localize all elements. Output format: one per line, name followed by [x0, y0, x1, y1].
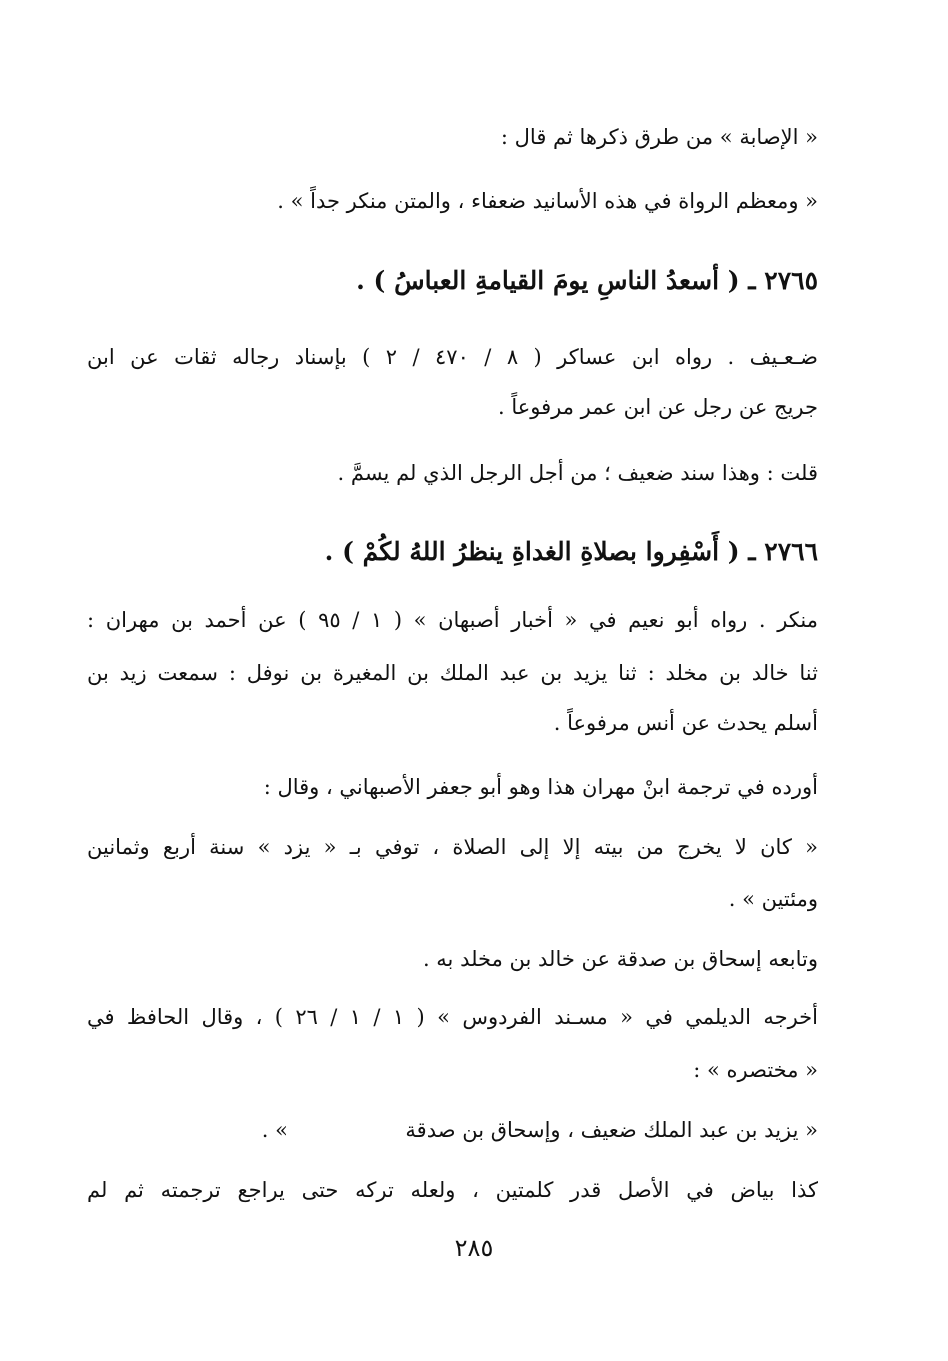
- quote-line: « ومعظم الرواة في هذه الأسانيد ضعفاء ، والمتن منكر جداً » .: [277, 189, 818, 213]
- text-line: أورده في ترجمة ابنْ مهران هذا وهو أبو جعفر الأصبهاني ، وقال :: [263, 775, 818, 799]
- text-line: جريج عن رجل عن ابن عمر مرفوعاً .: [497, 395, 818, 419]
- text-line: ثنا خالد بن مخلد : ثنا يزيد بن عبد الملك بن المغيرة بن نوفل : سمعت زيد بن: [87, 661, 818, 685]
- text-line: « مختصره » :: [693, 1058, 818, 1082]
- text-line: وتابعه إسحاق بن صدقة عن خالد بن مخلد به .: [422, 947, 818, 971]
- text-line: أخرجه الديلمي في « مسـند الفردوس » ( ١ / ١ / ٢٦ ) ، وقال الحافظ في: [87, 1005, 818, 1029]
- text-line: أسلم يحدث عن أنس مرفوعاً .: [553, 711, 818, 735]
- text-line: قلت : وهذا سند ضعيف ؛ من أجل الرجل الذي لم يسمَّ .: [337, 461, 818, 485]
- quote-close: » .: [261, 1118, 288, 1142]
- hadith-heading-2765: ٢٧٦٥ ـ ( أسعدُ الناسِ يومَ القيامةِ العباسُ ) .: [356, 266, 818, 295]
- hadith-heading-2766: ٢٧٦٦ ـ ( أَسْفِروا بصلاةِ الغداةِ ينظرُ اللهُ لكُمْ ) .: [324, 537, 818, 566]
- quote-line: « كان لا يخرج من بيته إلا إلى الصلاة ، توفي بـ « يزد » سنة أربع وثمانين: [87, 835, 818, 859]
- text-line: منكر . رواه أبو نعيم في « أخبار أصبهان » ( ١ / ٩٥ ) عن أحمد بن مهران :: [87, 608, 818, 632]
- text-line: كذا بياض في الأصل قدر كلمتين ، ولعله تركه حتى يراجع ترجمته ثم لم: [87, 1178, 818, 1202]
- quote-line: ومئتين » .: [728, 887, 818, 911]
- text-line: « الإصابة » من طرق ذكرها ثم قال :: [500, 125, 818, 149]
- quote-line: « يزيد بن عبد الملك ضعيف ، وإسحاق بن صدقة: [405, 1118, 818, 1142]
- text-line: ضـعـيف . رواه ابن عساكر ( ٨ / ٤٧٠ / ٢ ) بإسناد رجاله ثقات عن ابن: [87, 345, 818, 369]
- page-number: ٢٨٥: [454, 1234, 494, 1262]
